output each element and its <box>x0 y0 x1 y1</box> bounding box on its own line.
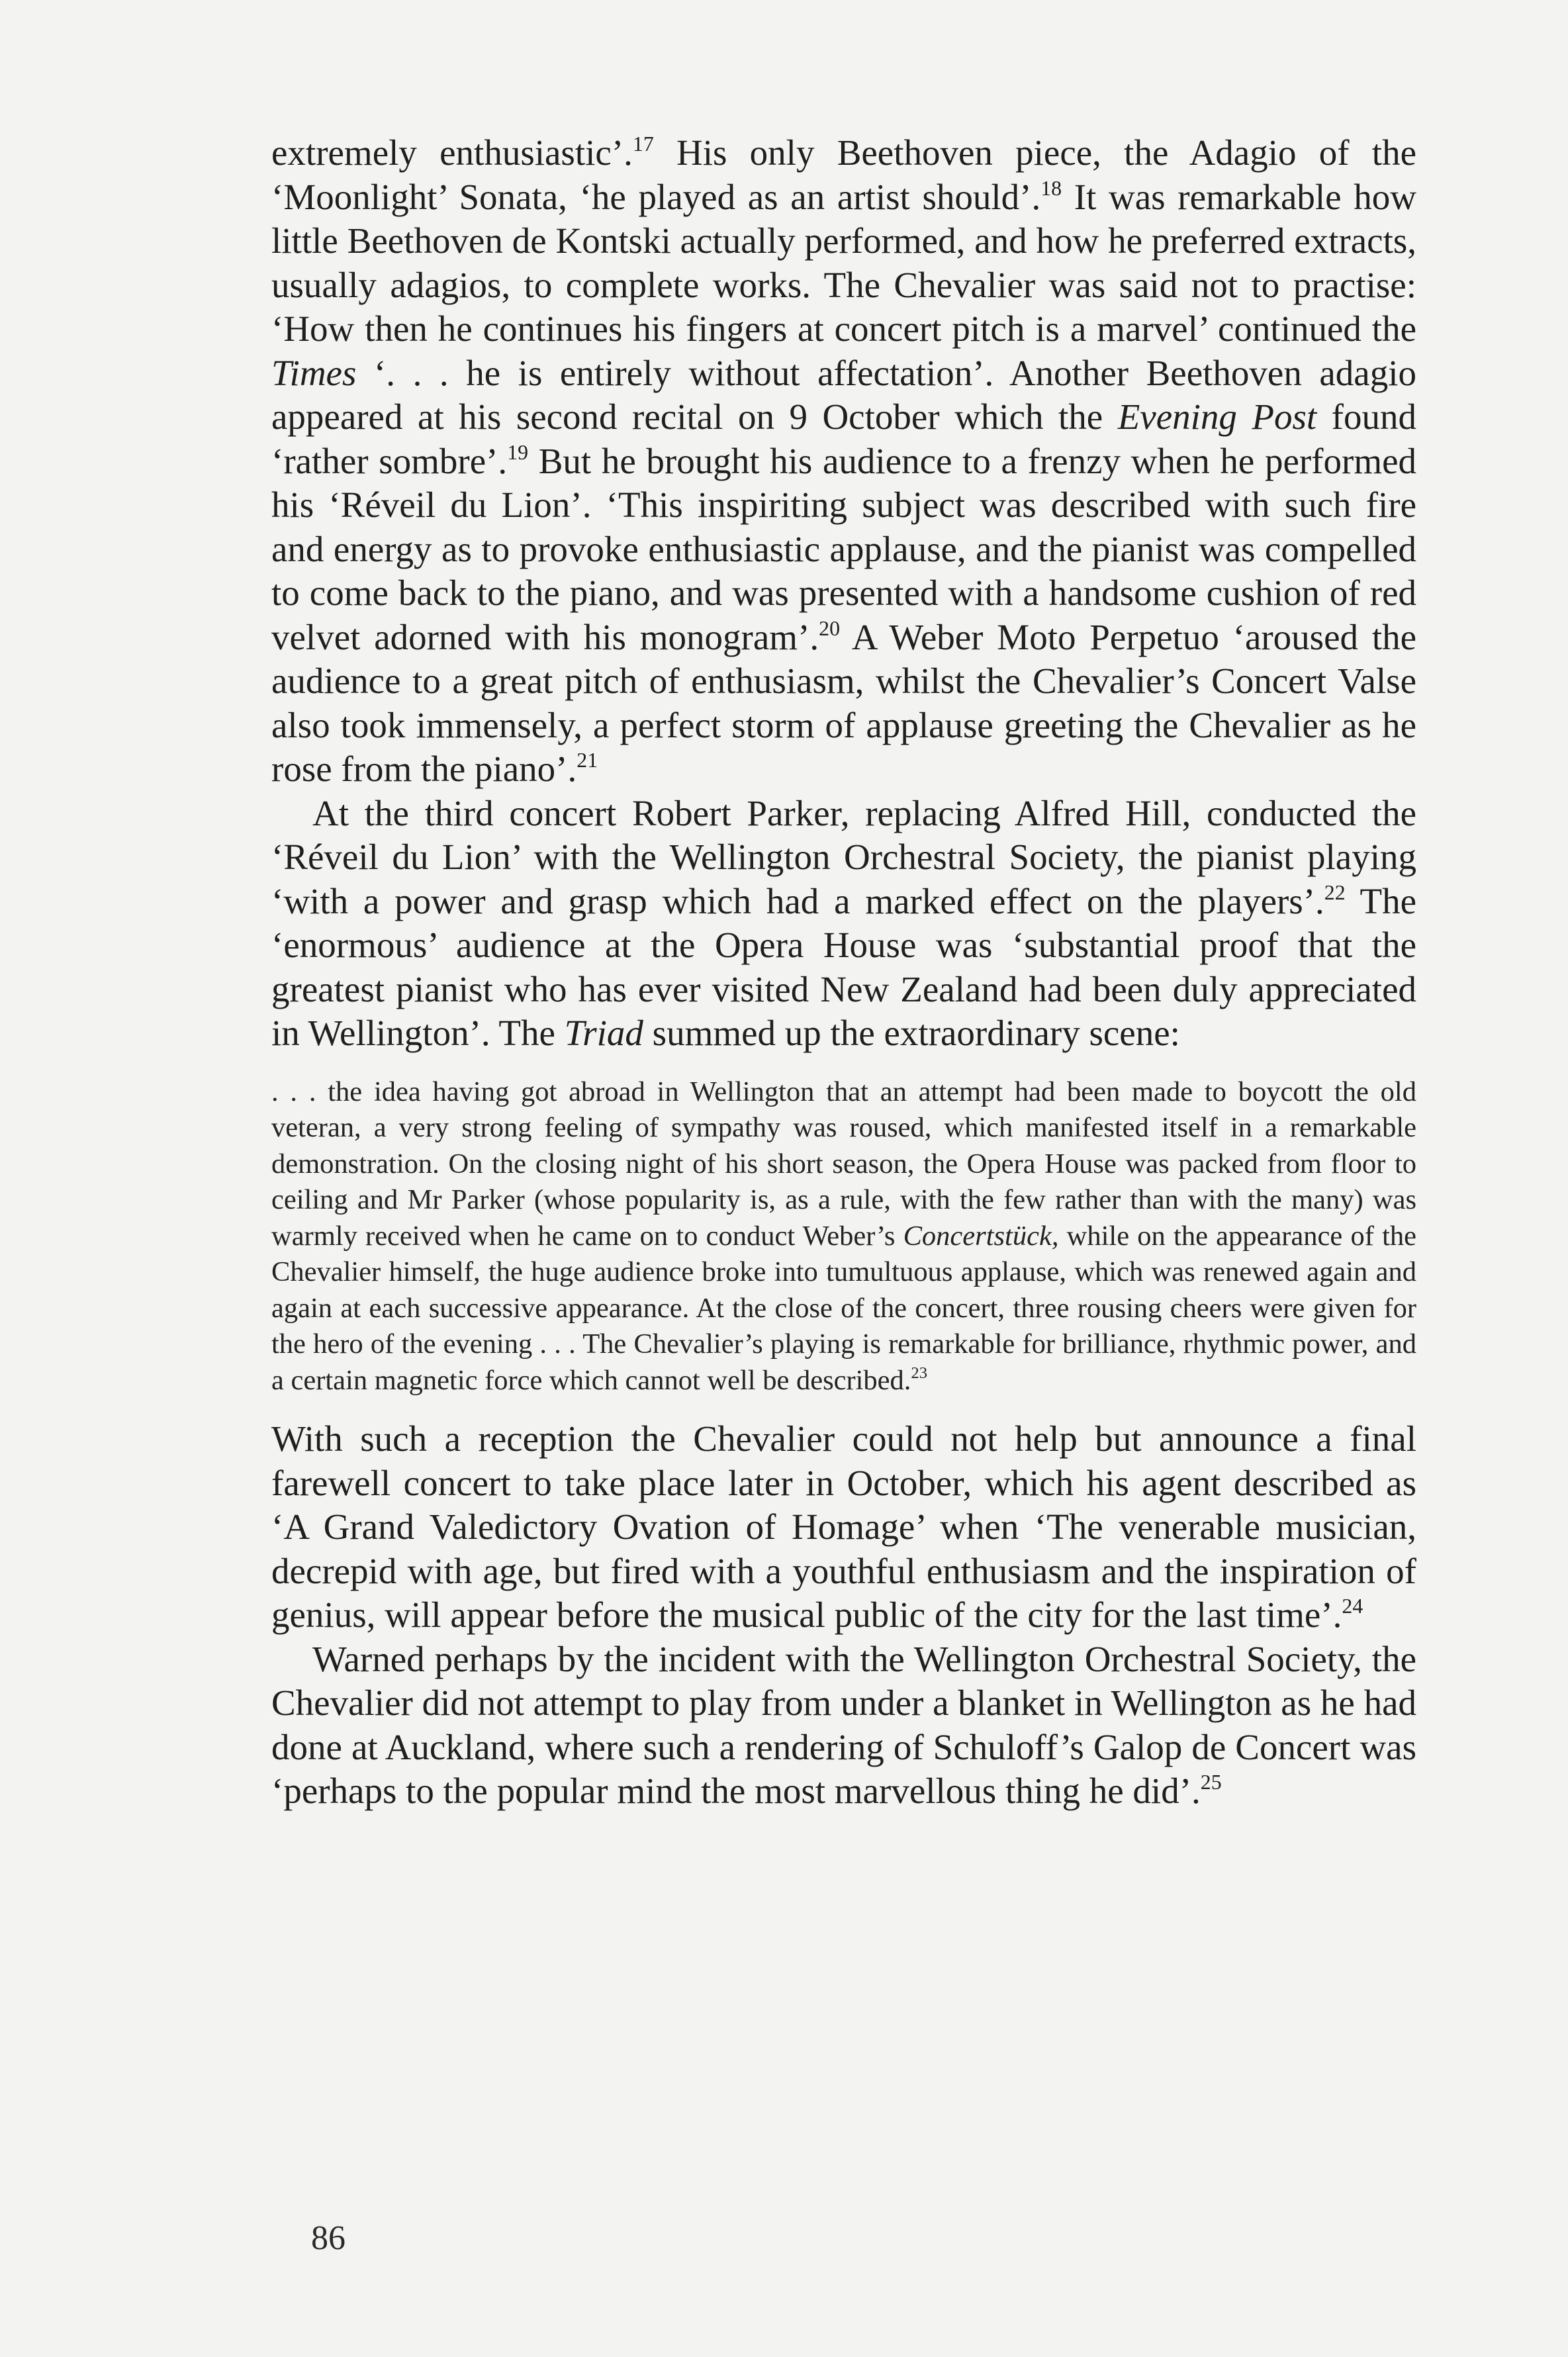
paragraph-1-text-b: His only Beethoven piece, the Adagio of the ‘Moonlight’ Sonata, ‘he played as an artist should’. <box>271 132 1416 217</box>
block-quote-text-b: while on the appearance of the Chevalier himself, the huge audience broke into tumultuous applause, which was renewed again and again at each successive appearance. At the close of the concert, three rousing cheers were given for the hero of the evening . . . The Chevalier’s playing is remarkable for brilliance, rhythmic power, and a certain magnetic force which cannot well be described. <box>271 1220 1416 1396</box>
footnote-ref-20: 20 <box>819 616 841 640</box>
title-evening-post: Evening Post <box>1117 396 1317 437</box>
paragraph-4 <box>271 1638 1416 1814</box>
title-concertstuck: Concertstück, <box>903 1220 1059 1252</box>
paragraph-1-text-a: extremely enthusiastic’. <box>271 132 633 173</box>
footnote-ref-18: 18 <box>1040 176 1062 200</box>
text-block <box>271 131 1416 1814</box>
paragraph-1-text-d: ‘. . . he is entirely without affectation’. Another Beethoven adagio appeared at his second recital on 9 October which the <box>271 352 1416 437</box>
paragraph-1-text-c: It was remarkable how little Beethoven de Kontski actually performed, and how he preferred extracts, usually adagios, to complete works. The Chevalier was said not to practise: ‘How then he continues his fingers at concert pitch is a marvel’ continued the <box>271 176 1416 349</box>
footnote-ref-23: 23 <box>911 1364 928 1383</box>
footnote-ref-25: 25 <box>1200 1771 1222 1794</box>
paragraph-1 <box>271 131 1416 792</box>
paragraph-2-text-c: summed up the extraordinary scene: <box>643 1013 1180 1053</box>
footnote-ref-21: 21 <box>576 749 598 772</box>
paragraph-2-text-a: At the third concert Robert Parker, replacing Alfred Hill, conducted the ‘Réveil du Lion’ with the Wellington Orchestral Society, the pianist playing ‘with a power and grasp which had a marked effect on the players’. <box>271 792 1416 921</box>
title-triad: Triad <box>564 1013 643 1053</box>
block-quote <box>271 1074 1416 1399</box>
footnote-ref-22: 22 <box>1324 880 1346 904</box>
block-quote-text-a: . . . the idea having got abroad in Wellington that an attempt had been made to boycott the old veteran, a very strong feeling of sympathy was roused, which manifested itself in a remarkable demonstration. On the closing night of his short season, the Opera House was packed from floor to ceiling and Mr Parker (whose popularity is, as a rule, with the few rather than with the many) was warmly received when he came on to conduct Weber’s <box>271 1076 1416 1252</box>
paragraph-4-text: Warned perhaps by the incident with the Wellington Orchestral Society, the Chevalier did not attempt to play from under a blanket in Wellington as he had done at Auckland, where such a rendering of Schuloff’s Galop de Concert was ‘perhaps to the popular mind the most marvellous thing he did’. <box>271 1638 1416 1811</box>
title-times: Times <box>271 352 357 393</box>
footnote-ref-19: 19 <box>507 440 529 464</box>
footnote-ref-24: 24 <box>1342 1594 1363 1618</box>
paragraph-3 <box>271 1417 1416 1638</box>
paragraph-1-text-f: But he brought his audience to a frenzy when he performed his ‘Réveil du Lion’. ‘This inspiriting subject was described with such fire and energy as to provoke enthusiastic applause, and the pianist was compelled to come back to the piano, and was presented with a handsome cushion of red velvet adorned with his monogram’. <box>271 440 1417 657</box>
page-number: 86 <box>311 2219 346 2257</box>
paragraph-3-text: With such a reception the Chevalier could not help but announce a final farewell concert to take place later in October, which his agent described as ‘A Grand Valedictory Ovation of Homage’ when ‘The venerable musician, decrepid with age, but fired with a youthful enthusiasm and the inspiration of genius, will appear before the musical public of the city for the last time’. <box>271 1418 1416 1635</box>
footnote-ref-17: 17 <box>632 132 654 156</box>
paragraph-1-text-e: found ‘rather sombre’. <box>271 396 1417 481</box>
paragraph-1-text-g: A Weber Moto Perpetuo ‘aroused the audience to a great pitch of enthusiasm, whilst the Chevalier’s Concert Valse also took immensely, a perfect storm of applause greeting the Chevalier as he rose from the piano’. <box>271 616 1417 789</box>
paragraph-2-text-b: The ‘enormous’ audience at the Opera House was ‘substantial proof that the greatest pianist who has ever visited New Zealand had been duly appreciated in Wellington’. The <box>271 880 1416 1053</box>
paragraph-2 <box>271 792 1416 1056</box>
